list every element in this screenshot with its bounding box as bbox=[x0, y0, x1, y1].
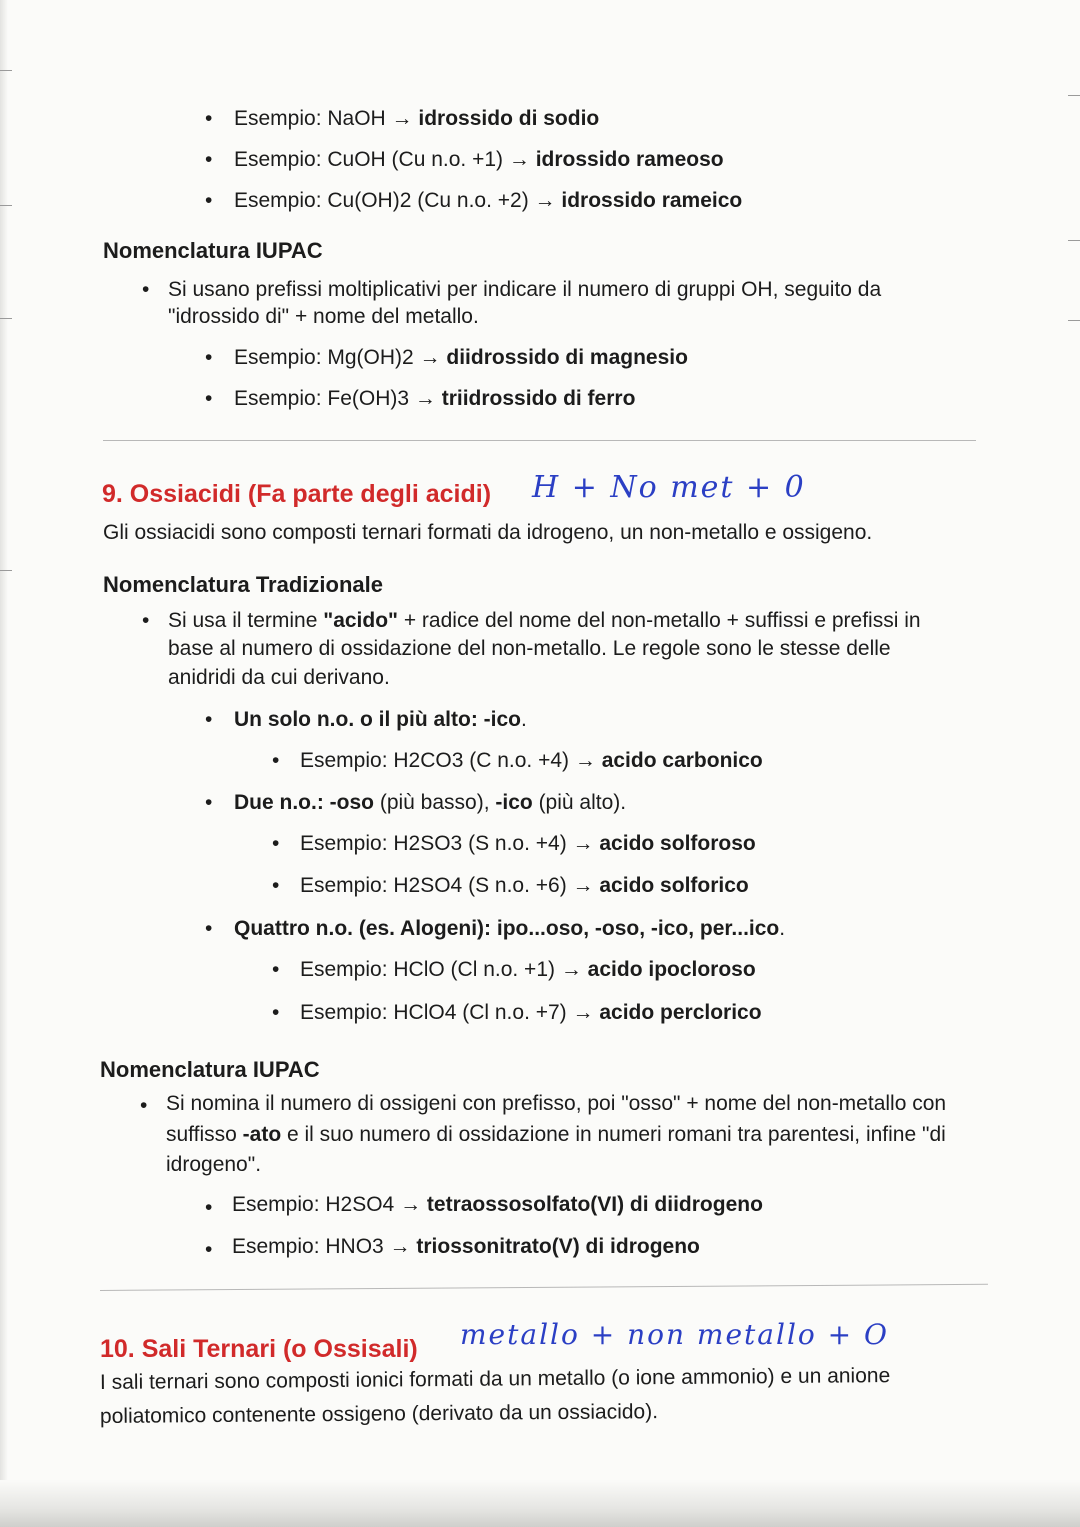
bullet: • bbox=[205, 346, 213, 369]
example-text: Esempio: Mg(OH)2 → bbox=[234, 346, 447, 369]
description-text: suffisso bbox=[166, 1123, 243, 1146]
description-term: -ato bbox=[242, 1123, 282, 1146]
margin-tick bbox=[0, 70, 12, 71]
description-line: Si nomina il numero di ossigeni con prefisso, poi "osso" + nome del non-metallo con bbox=[166, 1092, 947, 1115]
rule-line bbox=[234, 790, 626, 816]
description-term: "acido" bbox=[323, 609, 398, 632]
bullet: • bbox=[272, 958, 280, 981]
example-line bbox=[300, 1000, 762, 1026]
description-line: idrogeno". bbox=[166, 1153, 262, 1176]
example-line bbox=[234, 106, 599, 132]
example-result: idrossido rameoso bbox=[535, 148, 724, 171]
example-result: idrossido di sodio bbox=[418, 107, 600, 130]
margin-tick bbox=[1068, 320, 1080, 321]
example-text: Esempio: HClO (Cl n.o. +1) → bbox=[300, 958, 588, 981]
bullet: • bbox=[205, 791, 213, 814]
bullet: • bbox=[205, 148, 213, 171]
example-line bbox=[234, 147, 724, 173]
page-left-shadow bbox=[0, 0, 8, 1527]
example-result: acido solforico bbox=[599, 874, 749, 897]
example-line bbox=[234, 386, 635, 412]
description-line: "idrossido di" + nome del metallo. bbox=[168, 305, 479, 328]
bullet: • bbox=[272, 749, 280, 772]
example-result: triossonitrato(V) di idrogeno bbox=[416, 1235, 700, 1258]
example-result: acido solforoso bbox=[599, 832, 756, 855]
example-line bbox=[300, 831, 756, 857]
example-text: Esempio: Cu(OH)2 (Cu n.o. +2) → bbox=[234, 189, 562, 212]
example-line bbox=[300, 957, 756, 983]
description-text: + radice del nome del non-metallo + suffissi e prefissi in bbox=[398, 609, 921, 632]
section-intro: I sali ternari sono composti ionici formati da un metallo (o ione ammonio) e un anione bbox=[99, 1364, 891, 1394]
margin-tick bbox=[0, 318, 12, 319]
example-result: tetraossosolfato(VI) di diidrogeno bbox=[426, 1193, 763, 1216]
example-text: Esempio: H2SO3 (S n.o. +4) → bbox=[300, 832, 600, 855]
example-text: Esempio: H2SO4 (S n.o. +6) → bbox=[300, 874, 600, 897]
example-line bbox=[232, 1192, 763, 1218]
rule-tail: (più alto). bbox=[532, 791, 627, 814]
subsection-heading: Nomenclatura IUPAC bbox=[103, 238, 323, 263]
margin-tick bbox=[0, 205, 12, 206]
bullet: • bbox=[205, 387, 213, 410]
example-result: idrossido rameico bbox=[561, 189, 743, 212]
description-line bbox=[168, 608, 921, 634]
bullet: • bbox=[272, 832, 280, 855]
description-line bbox=[166, 1122, 946, 1148]
example-line bbox=[300, 873, 749, 899]
example-text: Esempio: H2SO4 → bbox=[232, 1193, 427, 1216]
example-result: acido carbonico bbox=[601, 749, 763, 772]
example-text: Esempio: NaOH → bbox=[234, 107, 419, 130]
section-title: 10. Sali Ternari (o Ossisali) bbox=[100, 1335, 418, 1363]
example-text: Esempio: CuOH (Cu n.o. +1) → bbox=[234, 148, 536, 171]
example-result: triidrossido di ferro bbox=[441, 387, 636, 410]
example-text: Esempio: HClO4 (Cl n.o. +7) → bbox=[300, 1001, 600, 1024]
section-divider bbox=[103, 440, 976, 441]
example-line bbox=[234, 345, 688, 371]
margin-tick bbox=[0, 570, 12, 571]
section-intro: Gli ossiacidi sono composti ternari formati da idrogeno, un non-metallo e ossigeno. bbox=[103, 521, 873, 544]
margin-tick bbox=[1068, 240, 1080, 241]
description-text: Si usa il termine bbox=[168, 609, 324, 632]
description-line: anidridi da cui derivano. bbox=[168, 666, 390, 689]
example-result: acido ipocloroso bbox=[587, 958, 756, 981]
example-line bbox=[234, 188, 742, 214]
description-line: base al numero di ossidazione del non-metallo. Le regole sono le stesse delle bbox=[168, 637, 891, 660]
bullet: • bbox=[272, 1001, 280, 1024]
bullet: • bbox=[205, 107, 213, 130]
example-result: acido perclorico bbox=[599, 1001, 762, 1024]
rule-line bbox=[234, 707, 527, 733]
description-line: Si usano prefissi moltiplicativi per indicare il numero di gruppi OH, seguito da bbox=[168, 278, 882, 301]
bullet: • bbox=[205, 189, 213, 212]
rule-tail: . bbox=[779, 917, 786, 940]
section-divider bbox=[100, 1284, 988, 1291]
example-line bbox=[232, 1234, 700, 1260]
example-text: Esempio: HNO3 → bbox=[232, 1235, 417, 1258]
rule-tail: (più basso), bbox=[374, 791, 496, 814]
bullet: • bbox=[272, 874, 280, 897]
bullet: • bbox=[205, 917, 213, 940]
section-intro: poliatomico contenente ossigeno (derivato da un ossiacido). bbox=[99, 1400, 659, 1428]
subsection-heading: Nomenclatura Tradizionale bbox=[103, 572, 383, 597]
bullet: • bbox=[205, 1238, 213, 1261]
example-text: Esempio: Fe(OH)3 → bbox=[234, 387, 442, 410]
handwritten-note: H + No met + 0 bbox=[532, 470, 806, 505]
rule-text: Due n.o.: -oso bbox=[234, 791, 374, 814]
bullet: • bbox=[205, 708, 213, 731]
description-text: e il suo numero di ossidazione in numeri romani tra parentesi, infine "di bbox=[281, 1123, 946, 1146]
rule-line bbox=[234, 916, 785, 942]
subsection-heading: Nomenclatura IUPAC bbox=[100, 1057, 320, 1082]
example-result: diidrossido di magnesio bbox=[446, 346, 688, 369]
bullet: • bbox=[142, 278, 150, 301]
bullet: • bbox=[205, 1196, 213, 1219]
rule-tail: . bbox=[520, 708, 527, 731]
handwritten-note: metallo + non metallo + O bbox=[460, 1318, 889, 1351]
bullet: • bbox=[140, 1094, 148, 1117]
example-line bbox=[300, 748, 763, 774]
rule-text: Un solo n.o. o il più alto: -ico bbox=[234, 708, 521, 731]
rule-text: -ico bbox=[495, 791, 533, 814]
section-title: 9. Ossiacidi (Fa parte degli acidi) bbox=[102, 480, 492, 508]
bullet: • bbox=[142, 609, 150, 632]
example-text: Esempio: H2CO3 (C n.o. +4) → bbox=[300, 749, 602, 772]
rule-text: Quattro n.o. (es. Alogeni): ipo...oso, -oso, -ico, per...ico bbox=[234, 917, 780, 940]
page-bottom-shadow bbox=[0, 1480, 1080, 1527]
margin-tick bbox=[1068, 95, 1080, 96]
